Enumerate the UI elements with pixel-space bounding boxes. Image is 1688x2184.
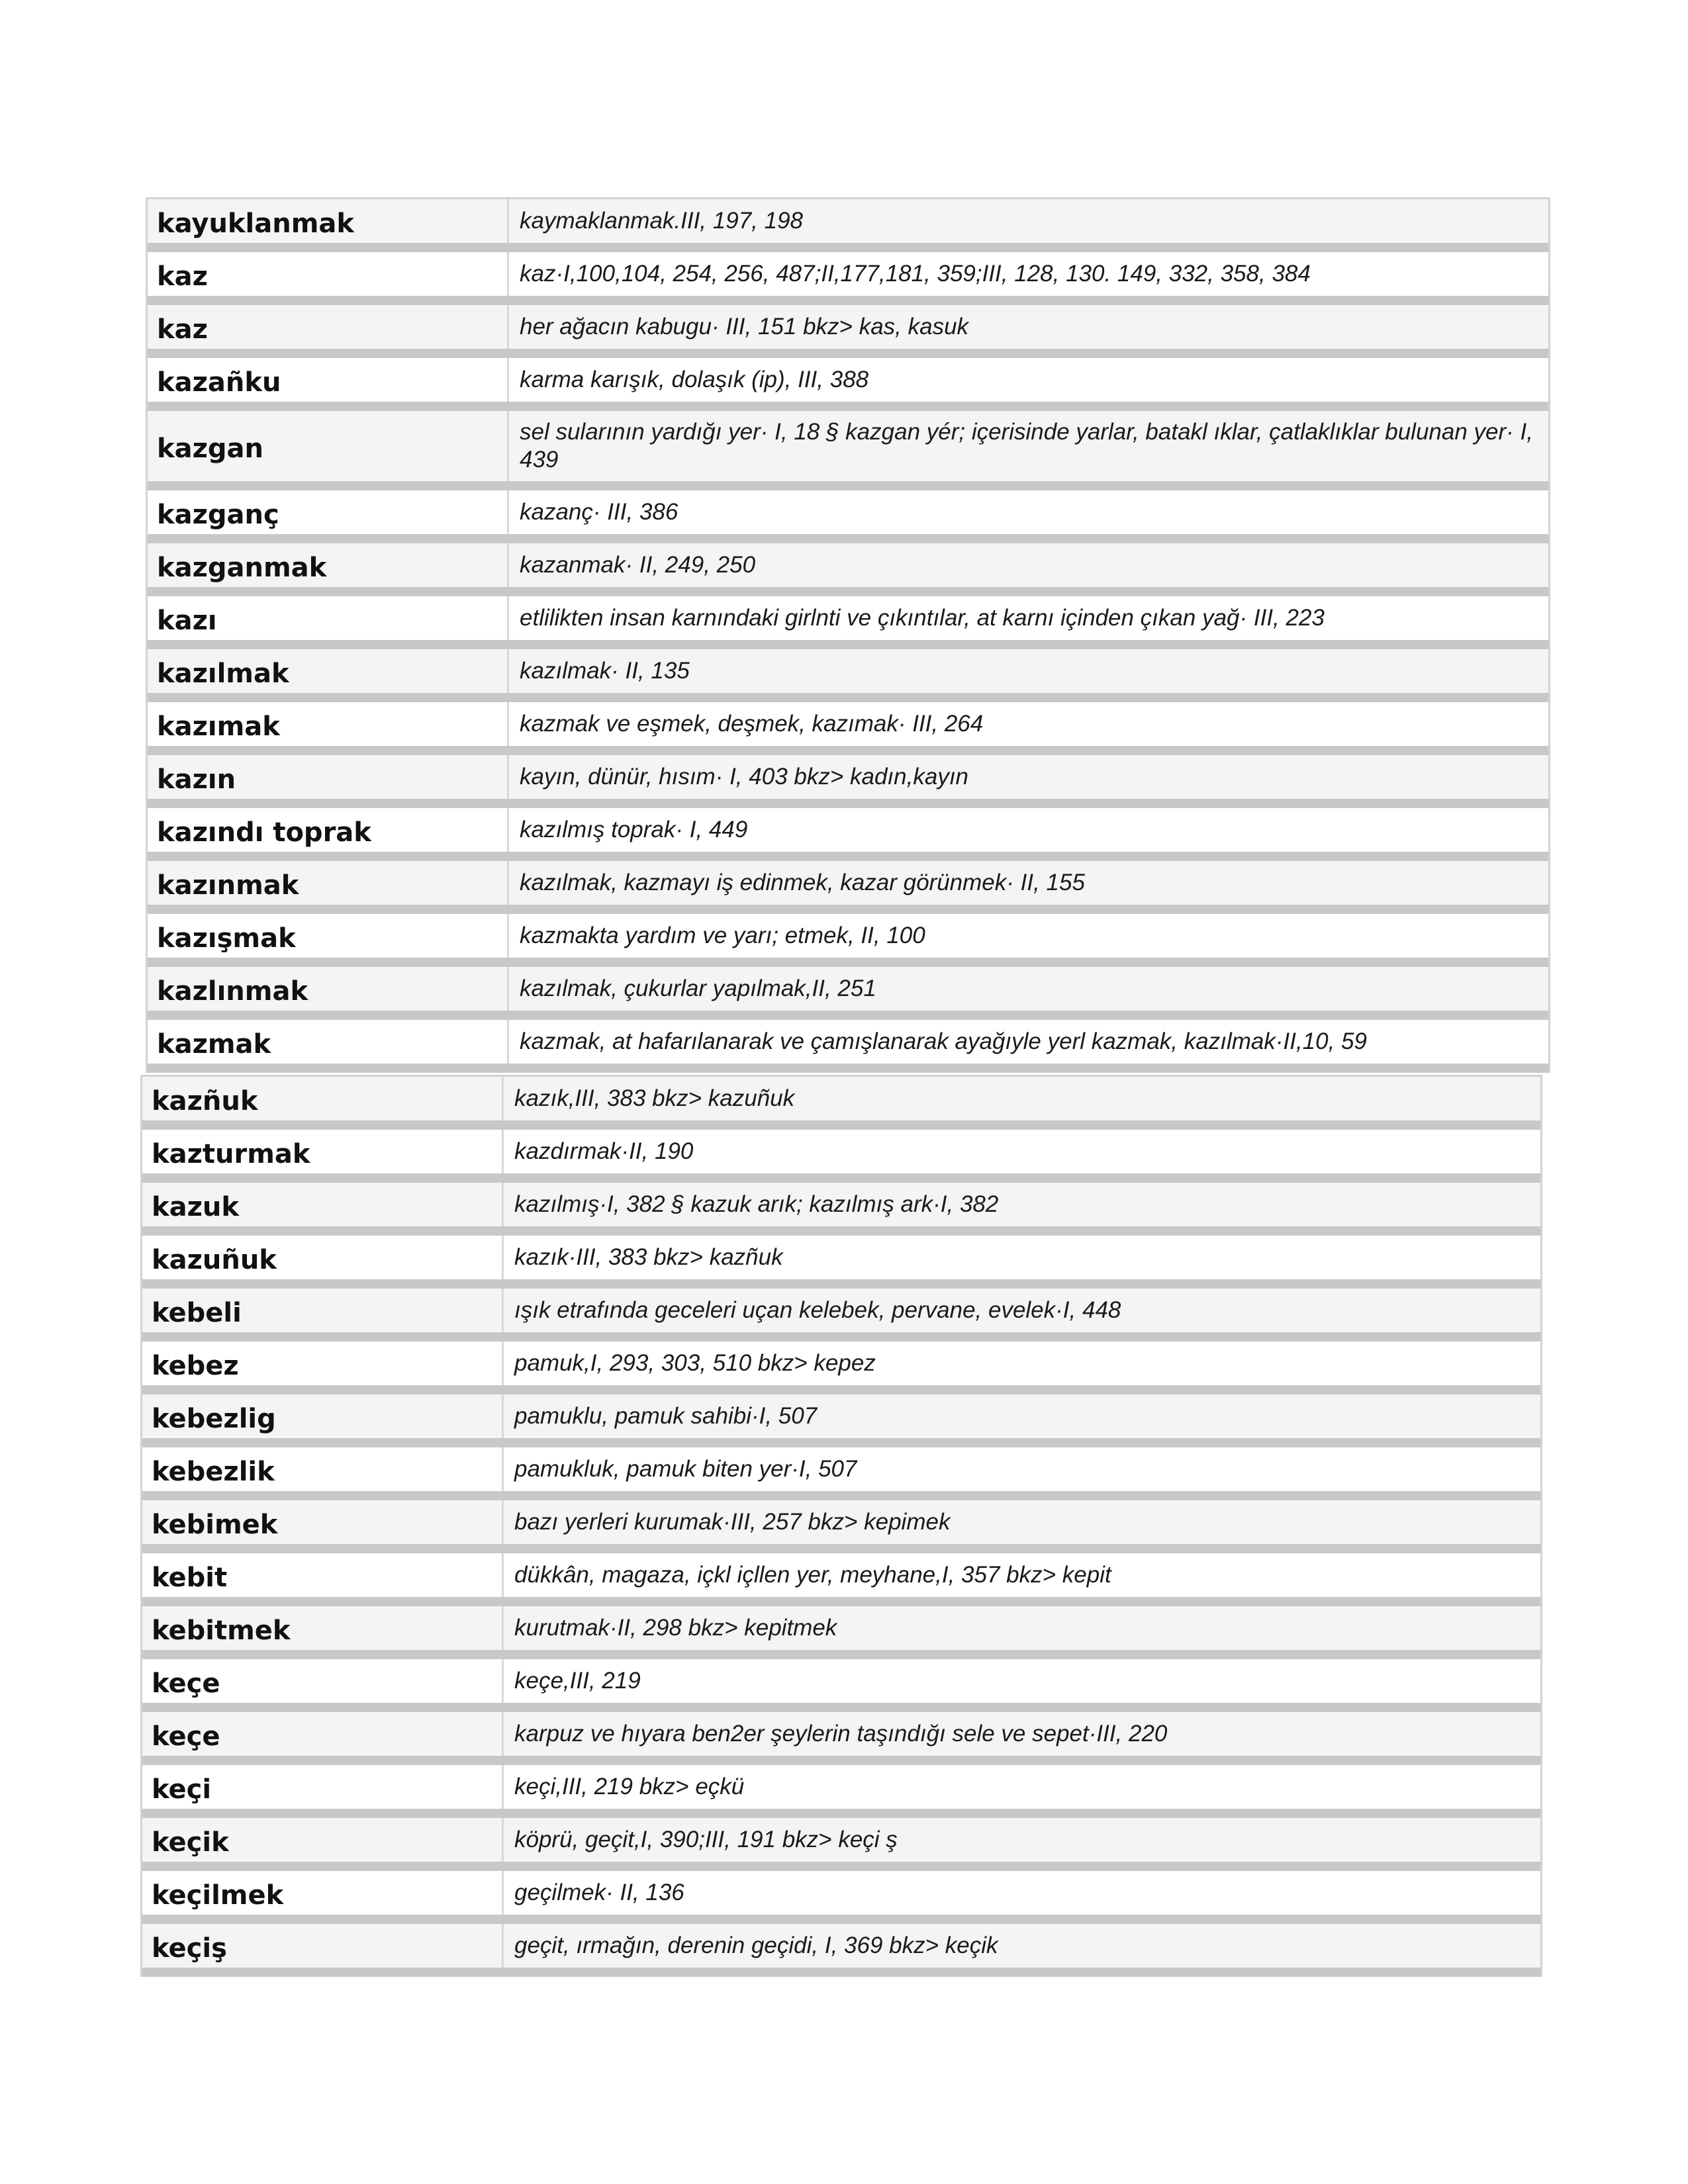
entry-term: kebit: [142, 1553, 504, 1597]
entry-term: kazañku: [148, 358, 509, 402]
entry-definition: kazanç· III, 386: [520, 499, 679, 525]
entry-definition: ışık etrafında geceleri uçan kelebek, pervane, evelek·I, 448: [514, 1297, 1121, 1323]
entry-term: keçilmek: [142, 1871, 504, 1915]
table-row: [142, 1765, 1540, 1818]
table-row: [148, 649, 1548, 702]
entry-definition: etlilikten insan karnındaki girlnti ve çıkıntılar, at karnı içinden çıkan yağ· III, 223: [520, 605, 1325, 631]
table-row: [148, 755, 1548, 808]
table-row: [142, 1553, 1540, 1606]
entry-term: kazlınmak: [148, 967, 509, 1011]
table-row: [148, 914, 1548, 967]
entry-term: kazganmak: [148, 543, 509, 587]
entry-definition: bazı yerleri kurumak·III, 257 bkz> kepimek: [514, 1509, 951, 1535]
entry-term: kebeli: [142, 1289, 504, 1332]
entry-definition: kazık,III, 383 bkz> kazuñuk: [514, 1085, 795, 1111]
table-row: [148, 199, 1548, 252]
entry-term: keçik: [142, 1818, 504, 1862]
entry-term: kazı: [148, 596, 509, 640]
table-row: [148, 861, 1548, 914]
table-row: [148, 543, 1548, 596]
table-row: [148, 411, 1548, 490]
entry-definition: kazmakta yardım ve yarı; etmek, II, 100: [520, 923, 925, 948]
entry-definition: kazmak ve eşmek, deşmek, kazımak· III, 264: [520, 711, 984, 737]
entry-term: keçiş: [142, 1924, 504, 1968]
entry-term: keçe: [142, 1712, 504, 1756]
table-row: [148, 808, 1548, 861]
table-row: [148, 252, 1548, 305]
entry-definition: geçit, ırmağın, derenin geçidi, I, 369 bkz> keçik: [514, 1933, 998, 1958]
entry-term: kazganç: [148, 490, 509, 534]
entry-term: kebezlik: [142, 1447, 504, 1491]
entry-definition: karpuz ve hıyara ben2er şeylerin taşındığı sele ve sepet·III, 220: [514, 1721, 1168, 1747]
entry-term: kazturmak: [142, 1130, 504, 1173]
entry-term: kebez: [142, 1342, 504, 1385]
entry-term: keçe: [142, 1659, 504, 1703]
table-row: [142, 1447, 1540, 1500]
table-row: [142, 1500, 1540, 1553]
entry-term: kazındı toprak: [148, 808, 509, 852]
entry-term: kazuñuk: [142, 1236, 504, 1279]
entry-definition: kaz·I,100,104, 254, 256, 487;II,177,181, 359;III, 128, 130. 149, 332, 358, 384: [520, 261, 1311, 287]
entry-definition: kazılmış·I, 382 § kazuk arık; kazılmış ark·I, 382: [514, 1191, 999, 1217]
table-row: [142, 1077, 1540, 1130]
table-row: [148, 1020, 1548, 1073]
dictionary-table-top: [146, 197, 1550, 1073]
entry-definition: kazılmak· II, 135: [520, 658, 690, 684]
entry-term: kazgan: [148, 411, 509, 481]
table-row: [148, 490, 1548, 543]
table-row: [148, 358, 1548, 411]
dictionary-table-bottom: [140, 1075, 1542, 1977]
entry-term: kaz: [148, 305, 509, 349]
entry-definition: kazılmak, çukurlar yapılmak,II, 251: [520, 976, 876, 1001]
table-row: [142, 1818, 1540, 1871]
entry-term: kebitmek: [142, 1606, 504, 1650]
entry-definition: kazmak, at hafarılanarak ve çamışlanarak ayağıyle yerl kazmak, kazılmak·II,10, 59: [520, 1028, 1367, 1054]
entry-term: kazmak: [148, 1020, 509, 1064]
table-row: [148, 305, 1548, 358]
entry-definition: kurutmak·II, 298 bkz> kepitmek: [514, 1615, 837, 1641]
entry-definition: geçilmek· II, 136: [514, 1880, 684, 1905]
table-row: [142, 1924, 1540, 1977]
table-row: [148, 702, 1548, 755]
entry-definition: pamukluk, pamuk biten yer·I, 507: [514, 1456, 857, 1482]
table-row: [142, 1289, 1540, 1342]
entry-definition: pamuklu, pamuk sahibi·I, 507: [514, 1403, 818, 1429]
entry-term: kaz: [148, 252, 509, 296]
table-row: [142, 1236, 1540, 1289]
table-row: [142, 1712, 1540, 1765]
entry-definition: sel sularının yardığı yer· I, 18 § kazgan yér; içerisinde yarlar, batakl ıklar, çatlaklıklar bulunan yer· I, 439: [520, 419, 1533, 473]
entry-definition: kayın, dünür, hısım· I, 403 bkz> kadın,kayın: [520, 764, 969, 790]
entry-definition: kazılmış toprak· I, 449: [520, 817, 748, 842]
entry-definition: keçi,III, 219 bkz> eçkü: [514, 1774, 745, 1799]
entry-term: kazılmak: [148, 649, 509, 693]
entry-definition: köprü, geçit,I, 390;III, 191 bkz> keçi ş: [514, 1827, 898, 1852]
entry-definition: dükkân, magaza, içkl içllen yer, meyhane,I, 357 bkz> kepit: [514, 1562, 1111, 1588]
entry-term: kazışmak: [148, 914, 509, 958]
entry-definition: kazık·III, 383 bkz> kazñuk: [514, 1244, 783, 1270]
entry-term: kazımak: [148, 702, 509, 746]
entry-definition: kazdırmak·II, 190: [514, 1138, 694, 1164]
entry-term: kebezlig: [142, 1394, 504, 1438]
table-row: [142, 1659, 1540, 1712]
entry-term: kazñuk: [142, 1077, 504, 1120]
entry-definition: karma karışık, dolaşık (ip), III, 388: [520, 367, 869, 392]
table-row: [148, 967, 1548, 1020]
table-row: [142, 1871, 1540, 1924]
table-row: [142, 1130, 1540, 1183]
entry-term: kazuk: [142, 1183, 504, 1226]
table-row: [142, 1394, 1540, 1447]
entry-term: kebimek: [142, 1500, 504, 1544]
table-row: [148, 596, 1548, 649]
entry-definition: pamuk,I, 293, 303, 510 bkz> kepez: [514, 1350, 876, 1376]
entry-term: kazınmak: [148, 861, 509, 905]
entry-definition: her ağacın kabugu· III, 151 bkz> kas, kasuk: [520, 314, 969, 340]
entry-definition: kazılmak, kazmayı iş edinmek, kazar görünmek· II, 155: [520, 870, 1085, 895]
table-row: [142, 1606, 1540, 1659]
entry-definition: kazanmak· II, 249, 250: [520, 552, 756, 578]
entry-term: kazın: [148, 755, 509, 799]
entry-term: kayuklanmak: [148, 199, 509, 243]
table-row: [142, 1342, 1540, 1394]
entry-definition: keçe,III, 219: [514, 1668, 641, 1694]
table-row: [142, 1183, 1540, 1236]
entry-term: keçi: [142, 1765, 504, 1809]
entry-definition: kaymaklanmak.III, 197, 198: [520, 208, 803, 234]
